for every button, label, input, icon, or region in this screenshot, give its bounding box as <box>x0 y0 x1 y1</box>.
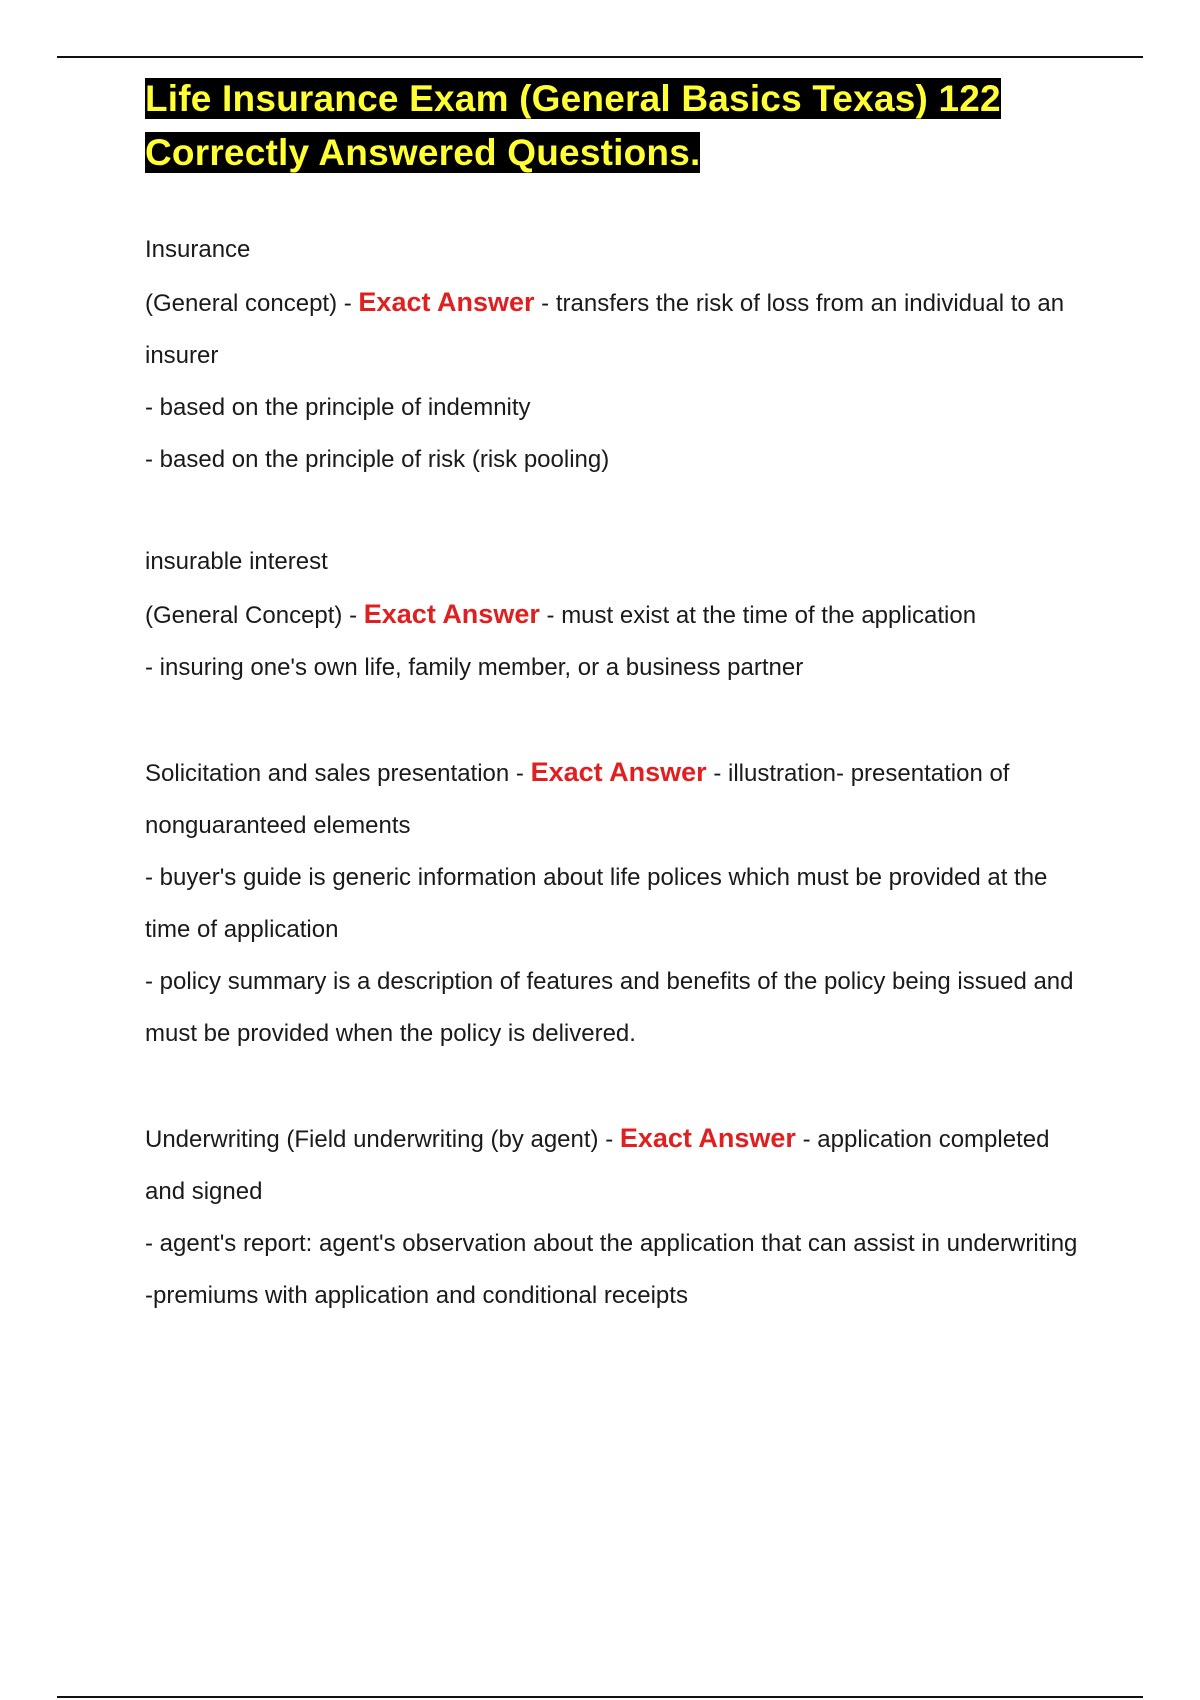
entry-answer-line <box>145 588 1095 642</box>
entry-underwriting <box>145 1112 1095 1322</box>
entry-insurance <box>145 224 1095 486</box>
bottom-rule <box>57 1696 1143 1698</box>
entry-answer-text: - must exist at the time of the application <box>539 602 977 629</box>
entry-bullet: - buyer's guide is generic information about life polices which must be provided at the time of application <box>145 864 1048 943</box>
exact-answer-label: Exact Answer <box>358 287 535 317</box>
exact-answer-label: Exact Answer <box>619 1123 796 1153</box>
top-rule <box>57 56 1143 58</box>
entry-bullet: - policy summary is a description of features and benefits of the policy being issued and must be provided when the policy is delivered. <box>145 968 1074 1047</box>
title-highlight: Life Insurance Exam (General Basics Texas) 122 Correctly Answered Questions. <box>145 78 1001 173</box>
entry-prefix: (General concept) - <box>145 290 359 317</box>
entry-answer-text: - illustration- presentation of nonguaranteed elements <box>145 760 1010 839</box>
entry-answer-text: - application completed and signed <box>145 1126 1050 1205</box>
entry-prefix: Underwriting (Field underwriting (by agent) - <box>145 1126 620 1153</box>
entry-insurable-interest <box>145 536 1095 694</box>
entry-bullet: - based on the principle of risk (risk pooling) <box>145 446 610 473</box>
entry-prefix: (General Concept) - <box>145 602 364 629</box>
exact-answer-label: Exact Answer <box>363 599 540 629</box>
document-body <box>145 72 1095 1322</box>
entry-answer-text: - transfers the risk of loss from an individual to an insurer <box>145 290 1065 369</box>
entry-bullet: - agent's report: agent's observation about the application that can assist in underwriting <box>145 1230 1078 1257</box>
entry-term: Insurance <box>145 236 251 263</box>
entry-bullet: -premiums with application and conditional receipts <box>145 1282 688 1309</box>
entry-answer-line <box>145 746 1095 852</box>
entry-solicitation <box>145 746 1095 1060</box>
entry-bullet: - based on the principle of indemnity <box>145 394 531 421</box>
document-title <box>145 72 1095 180</box>
entry-answer-line <box>145 1112 1095 1218</box>
entry-bullet: - insuring one's own life, family member, or a business partner <box>145 654 804 681</box>
entry-answer-line <box>145 276 1095 382</box>
entry-term: insurable interest <box>145 548 328 575</box>
entry-prefix: Solicitation and sales presentation - <box>145 760 531 787</box>
exact-answer-label: Exact Answer <box>530 757 707 787</box>
